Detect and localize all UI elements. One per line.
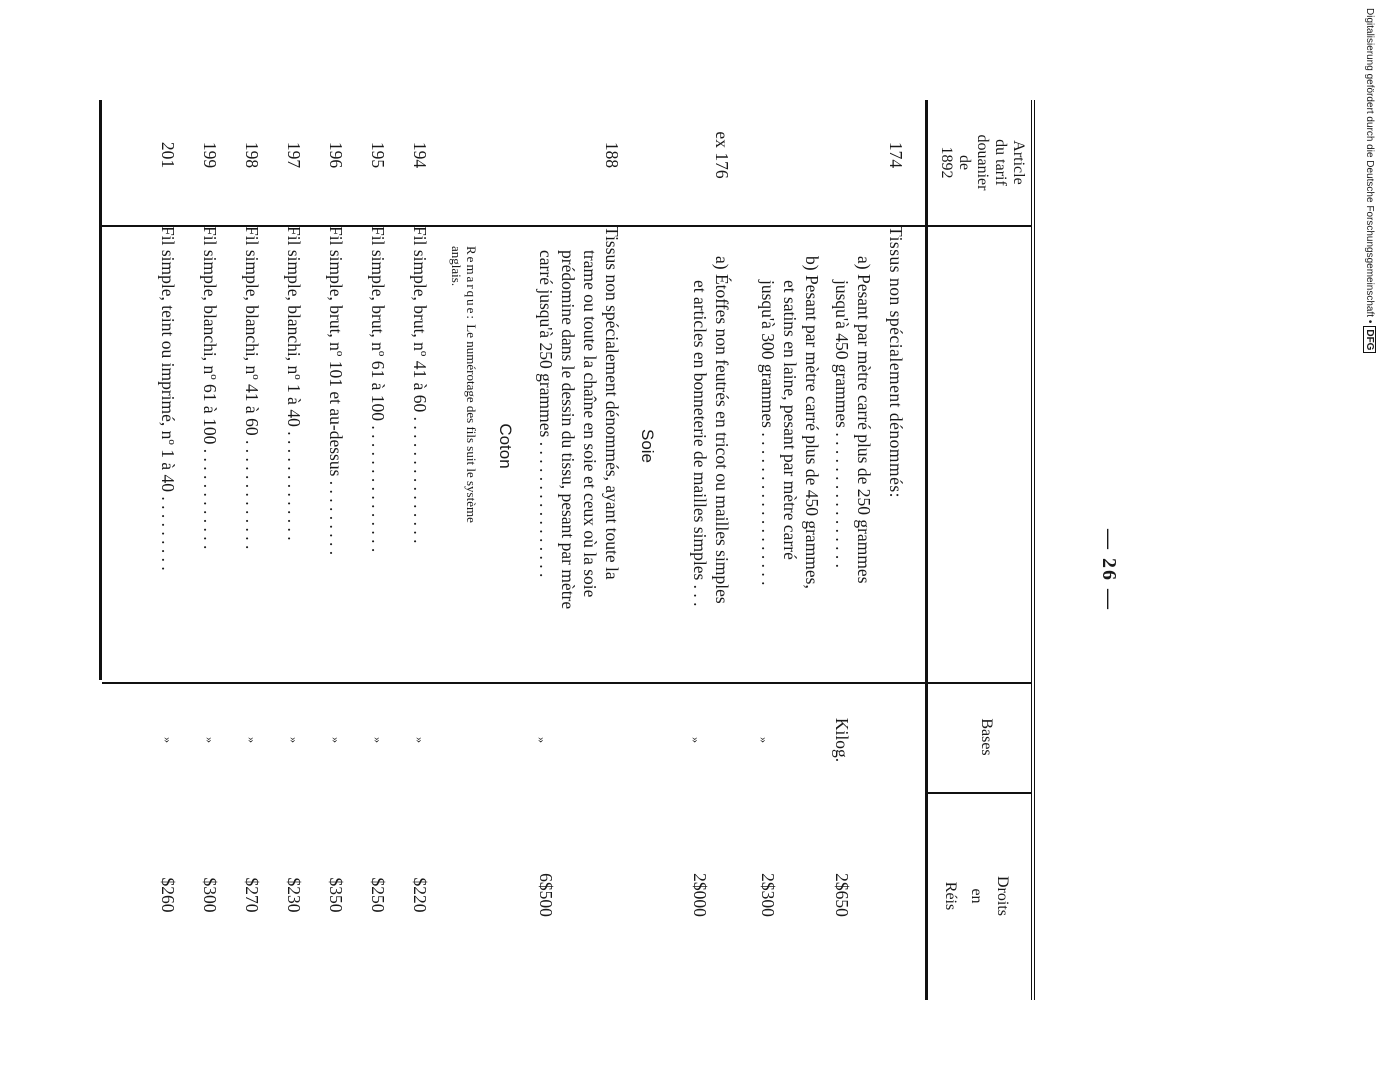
header-article-line: 1892: [938, 146, 955, 179]
header-article-line: de: [956, 154, 973, 171]
row-base: »: [329, 737, 343, 743]
tariff-table: [105, 100, 1035, 1000]
row-base: »: [413, 737, 427, 743]
row-duty: $220: [410, 877, 430, 913]
description-line: jusqu'à 450 grammes . . . . . . . . . . . . . . . .: [832, 280, 852, 568]
row-description: [535, 226, 623, 666]
remark-text: [449, 226, 479, 666]
article-number: 195: [368, 141, 388, 169]
section-heading-soie: Soie: [638, 428, 657, 464]
header-droits-line: en: [968, 888, 985, 904]
header-bases: Bases: [978, 718, 995, 756]
row-base: »: [161, 737, 175, 743]
header-droits-line: Droits: [994, 876, 1011, 916]
section-heading-coton: Coton: [496, 423, 515, 469]
row-description: Tissus non spécialement dénommés:: [886, 226, 906, 499]
description-line: Tissus non spécialement dénommés, ayant toute la: [602, 226, 622, 580]
header-article-line: du tarif: [992, 139, 1009, 186]
row-description: Fil simple, brut, nº 101 et au-dessus . . . . . . . . .: [326, 226, 346, 556]
row-duty: 2$650: [832, 873, 852, 917]
article-number: 196: [326, 141, 346, 169]
row-duty: $250: [368, 877, 388, 913]
article-number: 199: [200, 141, 220, 169]
row-duty: 2$300: [758, 873, 778, 917]
header-droits-line: Réis: [942, 881, 959, 911]
article-number: 197: [284, 141, 304, 169]
row-duty: $270: [242, 877, 262, 913]
row-duty: $350: [326, 877, 346, 913]
description-line: a) Étoffes non feutrés en tricot ou mailles simples: [712, 256, 732, 604]
table-top-rule: [1031, 100, 1035, 1000]
row-duty: $230: [284, 877, 304, 913]
description-line: jusqu'à 300 grammes . . . . . . . . . . . . . . . . . .: [758, 280, 778, 586]
table-bottom-rule: [99, 100, 102, 680]
row-duty: 6$500: [536, 873, 556, 917]
description-line: b) Pesant par mètre carré plus de 450 grammes,: [802, 256, 822, 589]
credit-text: Digitalisierung gefördert durch die Deutsche Forschungsgemeinschaft •: [1364, 8, 1375, 324]
row-base: »: [535, 737, 549, 743]
row-base: »: [287, 737, 301, 743]
dfg-logo: DFG: [1363, 326, 1376, 353]
row-description: Fil simple, blanchi, nº 41 à 60 . . . . . . . . . . . . .: [242, 226, 262, 550]
article-number: 198: [242, 141, 262, 169]
row-description: Fil simple, blanchi, nº 1 à 40 . . . . . . . . . . . . .: [284, 226, 304, 541]
row-description: [689, 226, 733, 666]
row-description: [831, 226, 875, 666]
page-number: — 26 —: [1098, 529, 1120, 611]
row-base: »: [203, 737, 217, 743]
row-duty: $300: [200, 877, 220, 913]
dfg-credit: [1364, 8, 1375, 393]
article-number: ex 176: [712, 131, 732, 179]
row-description: Fil simple, brut, nº 61 à 100 . . . . . . . . . . . . . . .: [368, 226, 388, 553]
article-number: 174: [886, 141, 906, 169]
row-duty: 2$000: [690, 873, 710, 917]
remark-body-cont: anglais.: [449, 246, 464, 287]
header-droits: [937, 792, 1015, 1000]
table-header-rule: [925, 100, 928, 1000]
row-base: »: [689, 737, 703, 743]
description-line: trame ou toute la chaîne en soie et ceux où la soie: [580, 250, 600, 598]
row-description: Fil simple, teint ou imprimé, nº 1 à 40 . . . . . . . . .: [158, 226, 178, 571]
row-description: Fil simple, brut, nº 41 à 60 . . . . . . . . . . . . . . .: [410, 226, 430, 544]
remark-body: Le numérotage des fils suit le système: [464, 324, 479, 523]
article-number: 201: [158, 141, 178, 169]
header-article: [937, 100, 1027, 225]
rotated-page: [120, 70, 1120, 917]
row-description: Fil simple, blanchi, nº 61 à 100 . . . . . . . . . . . .: [200, 226, 220, 550]
description-line: et articles en bonneterie de mailles simples . . .: [690, 280, 710, 607]
row-base: »: [757, 737, 771, 743]
row-description: [757, 226, 823, 666]
header-article-line: douanier: [974, 134, 991, 191]
row-base: Kilog.: [832, 717, 852, 763]
description-line: prédomine dans le dessin du tissu, pesant par mètre: [558, 250, 578, 610]
description-line: carré jusqu'à 250 grammes . . . . . . . . . . . . . . . .: [536, 250, 556, 578]
article-number: 194: [410, 141, 430, 169]
row-duty: $260: [158, 877, 178, 913]
remark-label: Remarque:: [464, 246, 479, 322]
article-number: 188: [602, 141, 622, 169]
row-base: »: [245, 737, 259, 743]
description-line: et satins en laine, pesant par mètre carré: [780, 280, 800, 560]
column-divider-description: [102, 682, 1031, 684]
header-article-line: Article: [1010, 140, 1027, 185]
description-line: a) Pesant par mètre carré plus de 250 grammes: [854, 256, 874, 584]
row-base: »: [371, 737, 385, 743]
